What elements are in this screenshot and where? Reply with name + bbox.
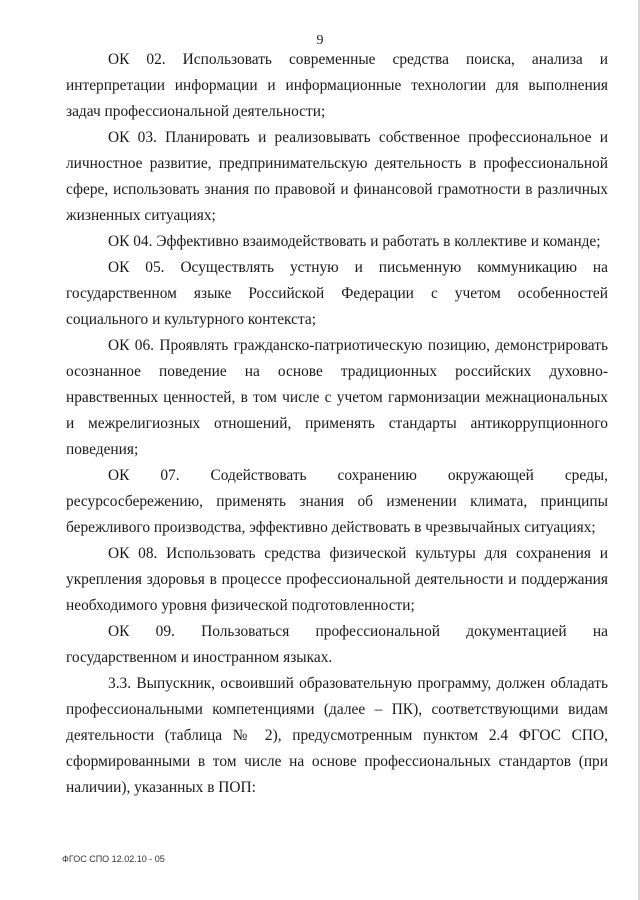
document-body [66, 47, 608, 801]
paragraph-ok04: ОК 04. Эффективно взаимодействовать и работать в коллективе и команде; [108, 233, 601, 250]
paragraph-ok06: ОК 06. Проявлять гражданско-патриотическую позицию, демонстрировать осознанное поведение на основе традиционных российских духовно-нравственных ценностей, в том числе с учетом гармонизации межнациональных и межрелигиозных отношений, применять стандарты антикоррупционного поведения; [66, 337, 608, 458]
paragraph-ok07: ОК 07. Содействовать сохранению окружающей среды, ресурсосбережению, применять знания об изменении климата, принципы бережливого производства, эффективно действовать в чрезвычайных ситуациях; [66, 467, 608, 536]
paragraph-ok05: ОК 05. Осуществлять устную и письменную коммуникацию на государственном языке Российской Федерации с учетом особенностей социального и культурного контекста; [66, 259, 608, 328]
document-footer: ФГОС СПО 12.02.10 - 05 [62, 854, 165, 864]
paragraph-ok09: ОК 09. Пользоваться профессиональной документацией на государственном и иностранном языках. [66, 623, 608, 666]
paragraph-section-3-3: 3.3. Выпускник, освоивший образовательную программу, должен обладать профессиональными компетенциями (далее – ПК), соответствующими видам деятельности (таблица № 2), предусмотренным пунктом 2.4 ФГОС СПО, сформированными в том числе на основе профессиональных стандартов (при наличии), указанных в ПОП: [66, 675, 608, 796]
paragraph-ok02: ОК 02. Использовать современные средства поиска, анализа и интерпретации информации и информационные технологии для выполнения задач профессиональной деятельности; [66, 51, 608, 120]
paragraph-ok03: ОК 03. Планировать и реализовывать собственное профессиональное и личностное развитие, предпринимательскую деятельность в профессиональной сфере, использовать знания по правовой и финансовой грамотности в различных жизненных ситуациях; [66, 129, 608, 224]
paragraph-ok08: ОК 08. Использовать средства физической культуры для сохранения и укрепления здоровья в процессе профессиональной деятельности и поддержания необходимого уровня физической подготовленности; [66, 545, 608, 614]
page-number: 9 [316, 33, 324, 48]
